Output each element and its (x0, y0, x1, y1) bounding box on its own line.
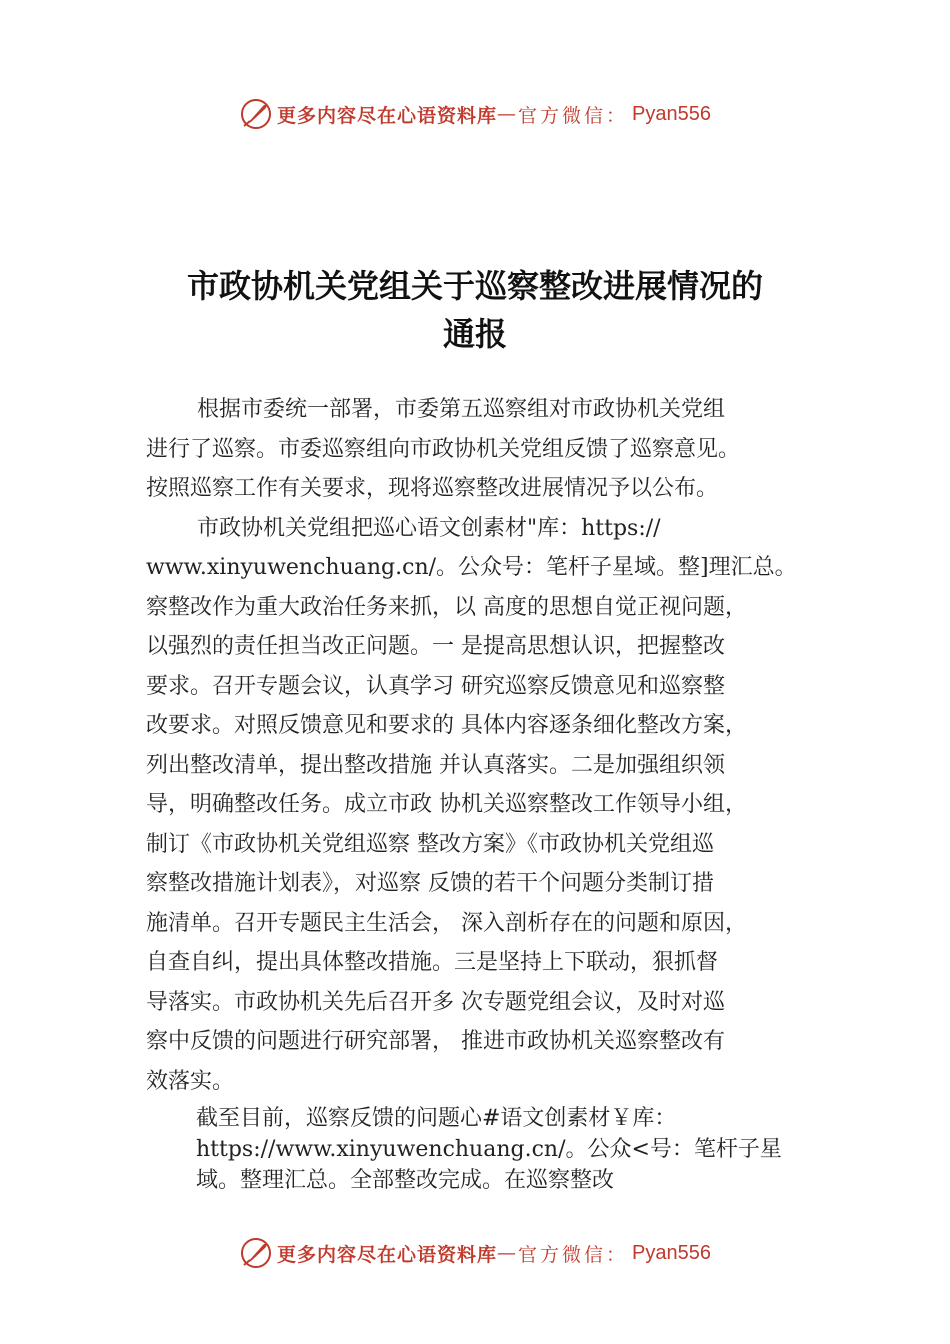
body-line: 市政协机关党组把巡心语文创素材"库：https:// (197, 515, 661, 541)
body-line: 察整改作为重大政治任务来抓，以 高度的思想自觉正视问题， (146, 594, 747, 620)
body-line: 进行了巡察。市委巡察组向市政协机关党组反馈了巡察意见。 (146, 436, 741, 462)
body-line: 察整改措施计划表》，对巡察 反馈的若干个问题分类制订措 (146, 871, 714, 896)
body-line: 导，明确整改任务。成立市政 协机关巡察整改工作领导小组， (146, 792, 747, 817)
body-line: www.xinyuwenchuang.cn/。公众号：笔杆子星域。整]理汇总。 (146, 555, 797, 580)
banner-wechat-label: 官方微信： (518, 104, 629, 127)
body-line: 施清单。召开专题民主生活会， 深入剖析存在的问题和原因， (146, 910, 747, 936)
body-line: 制订《市政协机关党组巡察 整改方案》《市政协机关党组巡 (146, 831, 714, 857)
banner-wechat-id: Pyan556 (632, 1241, 711, 1264)
document-title (0, 262, 950, 358)
banner-dash: — (497, 103, 517, 125)
body-line: 以强烈的责任担当改正问题。一 是提高思想认识，把握整改 (146, 634, 725, 659)
banner-slogan: 更多内容尽在心语资料库 (277, 1243, 498, 1266)
banner-dash: — (497, 1242, 517, 1264)
tail-line: 域。整理汇总。全部整改完成。在巡察整改 (196, 1168, 615, 1193)
body-line: 导落实。市政协机关先后召开多 次专题党组会议，及时对巡 (146, 989, 725, 1015)
document-tail-paragraph (196, 1103, 846, 1196)
banner-wechat-id: Pyan556 (632, 102, 711, 125)
body-line: 列出整改清单，提出整改措施 并认真落实。二是加强组织领 (146, 752, 725, 778)
footer-banner (0, 1233, 950, 1273)
body-line: 察中反馈的问题进行研究部署， 推进市政协机关巡察整改有 (146, 1029, 725, 1054)
body-line: 按照巡察工作有关要求，现将巡察整改进展情况予以公布。 (146, 476, 719, 501)
title-line: 市政协机关党组关于巡察整改进展情况的 (186, 267, 763, 305)
tail-line: https://www.xinyuwenchuang.cn/。公众<号：笔杆子星 (196, 1137, 782, 1162)
feather-pen-logo-icon (239, 97, 273, 131)
body-line: 要求。召开专题会议，认真学习 研究巡察反馈意见和巡察整 (146, 673, 725, 699)
document-body (146, 390, 846, 1101)
header-banner (0, 94, 950, 134)
tail-line: 截至目前，巡察反馈的问题心#语文创素材￥库： (196, 1106, 677, 1131)
body-line: 效落实。 (146, 1068, 235, 1094)
body-line: 根据市委统一部署，市委第五巡察组对市政协机关党组 (197, 397, 726, 422)
feather-pen-logo-icon (239, 1236, 273, 1270)
banner-slogan: 更多内容尽在心语资料库 (277, 104, 498, 127)
banner-wechat-label: 官方微信： (518, 1243, 629, 1266)
body-line: 自查自纠，提出具体整改措施。三是坚持上下联动，狠抓督 (146, 950, 719, 975)
title-line: 通报 (442, 315, 507, 353)
body-line: 改要求。对照反馈意见和要求的 具体内容逐条细化整改方案， (146, 713, 747, 738)
